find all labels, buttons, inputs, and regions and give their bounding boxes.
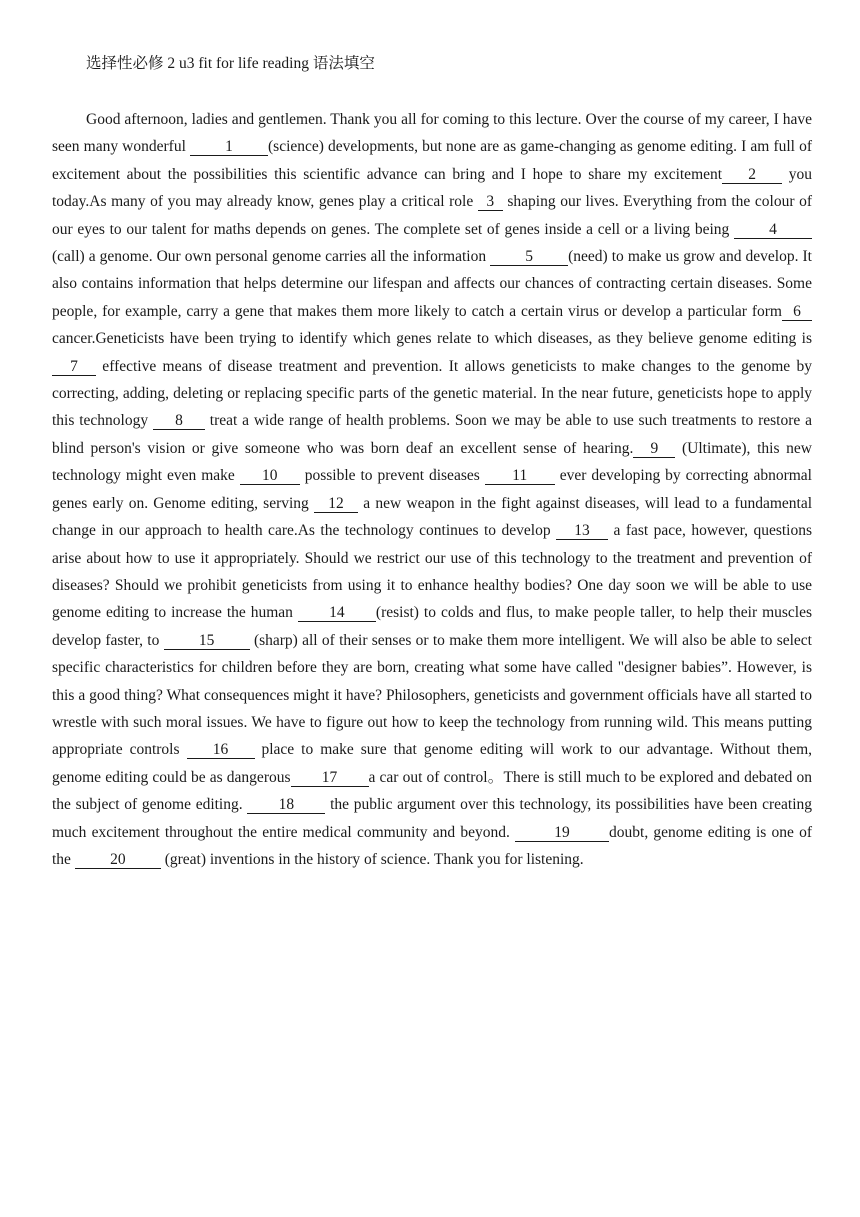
blank-20[interactable]: 20	[75, 851, 161, 869]
passage-text: you today.As many of you may already know, genes play a critical role	[52, 165, 812, 211]
blank-5[interactable]: 5	[490, 248, 568, 266]
blank-16[interactable]: 16	[187, 741, 255, 759]
passage-text: effective means of disease treatment and prevention. It allows geneticists to make changes to the genome by correcting, adding, deleting or replacing specific parts of the genetic material. In the near future, geneticists hope to apply this technology	[52, 357, 812, 430]
passage-text: a fast pace, however, questions arise about how to use it appropriately. Should we restrict our use of this technology to the treatment and prevention of diseases? Should we prohibit geneticists from using it to enhance healthy bodies? One day soon we will be able to use genome editing to increase the human	[52, 522, 812, 622]
passage-text: (call) a genome. Our own personal genome carries all the information	[52, 248, 491, 266]
passage-text: (science) developments, but none are as game-changing as genome editing. I am full of excitement about the possibilities this scientific advance can bring and I hope to share my excitement	[52, 138, 812, 183]
blank-11[interactable]: 11	[485, 467, 555, 485]
blank-12[interactable]: 12	[314, 495, 358, 513]
passage-text: (need) to make us grow and develop. It also contains information that helps determine our lifespan and affects our chances of contracting certain diseases. Some people, for example, carry a gene that makes them more likely to catch a certain virus or develop a particular form	[52, 248, 812, 320]
blank-18[interactable]: 18	[247, 796, 325, 814]
worksheet-page	[52, 52, 812, 873]
passage-text: shaping our lives. Everything from the colour of our eyes to our talent for maths depends on genes. The complete set of genes inside a cell or a living being	[52, 193, 812, 238]
blank-4[interactable]: 4	[734, 221, 812, 239]
blank-14[interactable]: 14	[298, 604, 376, 622]
blank-10[interactable]: 10	[240, 467, 300, 485]
passage-text: Good afternoon, ladies and gentlemen. Thank you all for coming to this lecture. Over the course of my career, I have seen many wonderful	[52, 111, 812, 156]
passage-text: (Ultimate), this new technology might even make	[52, 439, 813, 485]
passage-text: cancer.Geneticists have been trying to identify which genes relate to which diseases, as they believe genome editing is	[52, 330, 812, 348]
blank-8[interactable]: 8	[153, 412, 205, 430]
worksheet-title: 选择性必修 2 u3 fit for life reading 语法填空	[86, 55, 375, 72]
blank-13[interactable]: 13	[556, 522, 608, 540]
blank-7[interactable]: 7	[52, 358, 96, 376]
blank-19[interactable]: 19	[515, 824, 609, 842]
blank-2[interactable]: 2	[722, 166, 782, 184]
blank-3[interactable]: 3	[478, 193, 503, 211]
passage-text: (resist) to colds and flus, to make people taller, to help their muscles develop faster, to	[52, 604, 813, 649]
passage-text: doubt, genome editing is one of the	[52, 823, 812, 868]
passage-text: possible to prevent diseases	[299, 467, 485, 485]
blank-15[interactable]: 15	[164, 632, 250, 650]
passage-text: the public argument over this technology, its possibilities have been creating much excitement throughout the entire medical community and beyond.	[52, 796, 812, 841]
blank-1[interactable]: 1	[190, 138, 268, 156]
blank-6[interactable]: 6	[782, 303, 812, 321]
passage-text: a car out of control。There is still much to be explored and debated on the subject of genome editing.	[52, 768, 812, 814]
passage-text: ever developing by correcting abnormal genes early on. Genome editing, serving	[52, 467, 812, 512]
blank-17[interactable]: 17	[291, 769, 369, 787]
passage-text: (sharp) all of their senses or to make them more intelligent. We will also be able to select specific characteristics for children before they are born, creating what some have called "designer babies”. However, is this a good thing? What consequences might it have? Philosophers, geneticists and government officials have all started to wrestle with such moral issues. We have to figure out how to keep the technology from running wild. This means putting appropriate controls	[52, 631, 812, 759]
blank-9[interactable]: 9	[633, 440, 675, 458]
passage-text: a new weapon in the fight against diseases, will lead to a fundamental change in our approach to health care.As the technology continues to develop	[52, 494, 812, 540]
passage-text: (great) inventions in the history of science. Thank you for listening.	[160, 850, 584, 868]
passage-text: treat a wide range of health problems. Soon we may be able to use such treatments to restore a blind person's vision or give someone who was born deaf an excellent sense of hearing.	[52, 412, 812, 457]
cloze-passage	[52, 106, 812, 873]
passage-text: place to make sure that genome editing will work to our advantage. Without them, genome editing could be as dangerous	[52, 741, 812, 786]
